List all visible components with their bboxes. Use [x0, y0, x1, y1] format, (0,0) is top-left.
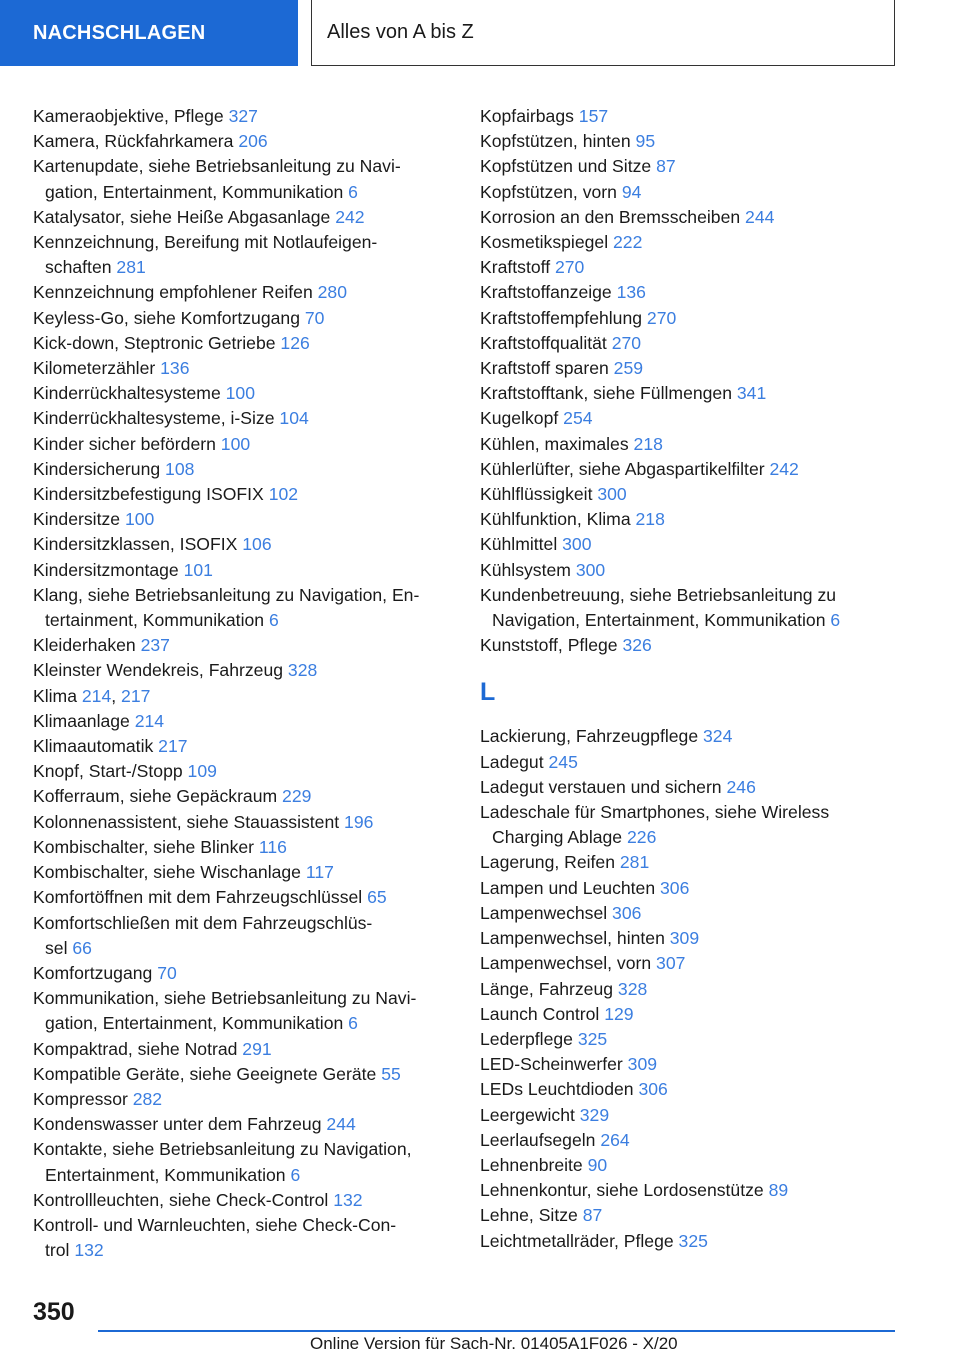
index-entry	[480, 406, 900, 431]
entry-text: Kennzeichnung, Bereifung mit Notlaufeigen-	[33, 232, 378, 253]
index-entry	[480, 306, 900, 331]
page-link[interactable]: 309	[669, 928, 700, 949]
page-link[interactable]: 87	[656, 156, 676, 177]
page-link[interactable]: 281	[619, 852, 650, 873]
index-entry	[33, 885, 453, 910]
page-link[interactable]: 70	[304, 307, 325, 328]
page-link[interactable]: 242	[769, 458, 799, 479]
page-link[interactable]: 326	[622, 635, 652, 656]
index-entry	[33, 709, 453, 734]
entry-text: Kindersitze	[33, 509, 121, 530]
entry-text: Lehnenkontur, siehe Lordosenstütze	[480, 1180, 764, 1201]
index-entry	[480, 255, 900, 280]
page-link[interactable]: 222	[613, 232, 643, 253]
page-link[interactable]: 244	[326, 1114, 356, 1135]
index-entry	[33, 532, 453, 557]
page-link[interactable]: 324	[703, 726, 733, 747]
footer-divider	[98, 1330, 895, 1332]
page-link[interactable]: 246	[726, 776, 756, 797]
entry-text: Kombischalter, siehe Blinker	[33, 836, 255, 857]
entry-text: LEDs Leuchtdioden	[480, 1079, 634, 1100]
page-link[interactable]: 306	[660, 877, 690, 898]
entry-text: Korrosion an den Bremsscheiben	[480, 206, 741, 227]
page-link[interactable]: 106	[242, 534, 272, 555]
index-entry	[33, 835, 453, 860]
index-entry	[480, 876, 900, 901]
entry-text: Entertainment, Kommunikation	[45, 1164, 286, 1185]
index-entry	[480, 850, 900, 875]
index-entry	[33, 1112, 453, 1137]
index-entry	[33, 1188, 453, 1213]
page-link[interactable]: 132	[74, 1240, 104, 1261]
entry-text: Kompressor	[33, 1088, 128, 1109]
index-entry	[33, 104, 453, 129]
entry-text: Kindersitzklassen, ISOFIX	[33, 534, 238, 555]
page-link[interactable]: 100	[124, 509, 155, 530]
page-link[interactable]: 281	[116, 257, 146, 278]
entry-text: Kommunikation, siehe Betriebsanleitung zu Navi-	[33, 988, 417, 1009]
index-entry	[33, 911, 453, 961]
entry-text: Kick-down, Steptronic Getriebe	[33, 332, 276, 353]
entry-text: Klima	[33, 685, 77, 706]
page-link[interactable]: 136	[616, 282, 646, 303]
index-entry	[33, 205, 453, 230]
entry-text: Komfortschließen mit dem Fahrzeugschlüs-	[33, 912, 373, 933]
page-link[interactable]: 6	[348, 181, 358, 202]
index-entry	[480, 1128, 900, 1153]
index-entry	[480, 532, 900, 557]
page-link[interactable]: 108	[165, 458, 195, 479]
entry-text: Kraftstofftank, siehe Füllmengen	[480, 383, 732, 404]
index-entry	[33, 583, 453, 633]
index-column-left	[33, 104, 453, 1263]
index-entry	[480, 558, 900, 583]
index-entry	[33, 154, 453, 204]
entry-text: Kontroll- und Warnleuchten, siehe Check-Con-	[33, 1214, 397, 1235]
entry-text: LED-Scheinwerfer	[480, 1054, 623, 1075]
page-link[interactable]: 217	[158, 736, 188, 757]
index-entry	[33, 734, 453, 759]
entry-text: Kosmetikspiegel	[480, 232, 609, 253]
entry-text: Kugelkopf	[480, 408, 559, 429]
entry-text: Kühlflüssigkeit	[480, 484, 593, 505]
entry-text: Kinderrückhaltesysteme	[33, 383, 221, 404]
index-entry	[33, 759, 453, 784]
index-entry	[480, 180, 900, 205]
entry-text: Katalysator, siehe Heiße Abgasanlage	[33, 206, 331, 227]
index-entry	[33, 381, 453, 406]
page-link[interactable]: 129	[604, 1003, 634, 1024]
entry-text: Lackierung, Fahrzeugpflege	[480, 726, 699, 747]
entry-text: Kinder sicher befördern	[33, 433, 216, 454]
page-link[interactable]: 6	[268, 610, 279, 631]
page-link[interactable]: 245	[548, 751, 578, 772]
page-link[interactable]: 307	[656, 953, 686, 974]
index-entry	[33, 457, 453, 482]
page-link[interactable]: 101	[183, 559, 213, 580]
entry-text: Leerlaufsegeln	[480, 1129, 596, 1150]
entry-text: Kamera, Rückfahrkamera	[33, 131, 234, 152]
page-link[interactable]: 6	[348, 1013, 358, 1034]
page-link[interactable]: 309	[627, 1054, 658, 1075]
entry-text: trol	[45, 1240, 70, 1261]
page-link[interactable]: 306	[612, 902, 642, 923]
index-entry	[480, 1002, 900, 1027]
index-entry	[480, 154, 900, 179]
entry-text: Kleinster Wendekreis, Fahrzeug	[33, 660, 284, 681]
page-link[interactable]: 70	[157, 962, 177, 983]
index-entry	[33, 406, 453, 431]
page-link[interactable]: 206	[238, 131, 268, 152]
entry-text: Charging Ablage	[492, 827, 623, 848]
page-link[interactable]: 264	[600, 1129, 630, 1150]
page-link[interactable]: 259	[613, 358, 644, 379]
entry-text: gation, Entertainment, Kommunikation	[45, 181, 344, 202]
page-link[interactable]: 325	[577, 1028, 608, 1049]
index-entry	[480, 331, 900, 356]
page-link[interactable]: 282	[132, 1088, 163, 1109]
entry-text: Kindersitzmontage	[33, 559, 179, 580]
entry-text: Kontrollleuchten, siehe Check-Control	[33, 1189, 329, 1210]
entry-text: Kraftstoff	[480, 257, 551, 278]
section-letter: L	[480, 678, 496, 707]
index-entry	[480, 1229, 900, 1254]
index-entry	[480, 1153, 900, 1178]
entry-text: Kombischalter, siehe Wischanlage	[33, 862, 301, 883]
footer-note: Online Version für Sach-Nr. 01405A1F026 - X/20	[310, 1334, 678, 1353]
entry-text: sel	[45, 937, 68, 958]
page-link[interactable]: 329	[579, 1104, 610, 1125]
index-entry	[480, 1052, 900, 1077]
entry-text: Kopfairbags	[480, 106, 574, 126]
index-entry	[33, 810, 453, 835]
entry-text: Lampenwechsel, hinten	[480, 928, 665, 949]
page-link[interactable]: 341	[736, 383, 767, 404]
entry-text: gation, Entertainment, Kommunikation	[45, 1013, 344, 1034]
entry-text: Ladegut verstauen und sichern	[480, 776, 722, 797]
page-link[interactable]: 66	[72, 937, 92, 958]
entry-text: Kühlmittel	[480, 534, 558, 555]
page-link[interactable]: 90	[587, 1154, 608, 1175]
entry-text: Kompaktrad, siehe Notrad	[33, 1038, 238, 1059]
index-entry	[480, 977, 900, 1002]
index-entry	[480, 1027, 900, 1052]
index-group-l	[480, 724, 900, 1253]
entry-text: Lagerung, Reifen	[480, 852, 615, 873]
index-entry	[480, 381, 900, 406]
index-entry	[480, 507, 900, 532]
index-entry	[33, 331, 453, 356]
index-entry	[480, 432, 900, 457]
index-entry	[33, 658, 453, 683]
page-link[interactable]: 254	[563, 408, 593, 429]
entry-text: Klang, siehe Betriebsanleitung zu Navigation, En-	[33, 584, 420, 605]
index-entry	[480, 951, 900, 976]
entry-text: schaften	[45, 257, 112, 278]
page-link[interactable]: 196	[344, 811, 374, 832]
index-entry	[480, 800, 900, 850]
index-entry	[480, 750, 900, 775]
page-link[interactable]: 270	[611, 332, 642, 353]
entry-text: Ladegut	[480, 751, 544, 772]
index-column-right	[480, 104, 900, 1254]
entry-text: Kunststoff, Pflege	[480, 635, 618, 656]
entry-text: Leergewicht	[480, 1104, 575, 1125]
entry-text: Kraftstoffanzeige	[480, 282, 612, 303]
index-entry	[480, 1077, 900, 1102]
entry-text: Klimaanlage	[33, 710, 130, 731]
page-link[interactable]: 280	[317, 282, 347, 303]
page-link[interactable]: 218	[633, 433, 663, 454]
page-link[interactable]: 291	[242, 1038, 272, 1059]
entry-text: Kinderrückhaltesysteme, i-Size	[33, 408, 275, 429]
entry-text: Kartenupdate, siehe Betriebsanleitung zu Navi-	[33, 156, 401, 177]
index-entry	[480, 633, 900, 658]
page-link[interactable]: 95	[635, 131, 656, 152]
entry-text: Kraftstoffqualität	[480, 332, 607, 353]
entry-text: Kofferraum, siehe Gepäckraum	[33, 786, 278, 807]
entry-text: Kontakte, siehe Betriebsanleitung zu Navigation,	[33, 1139, 412, 1160]
index-entry	[33, 306, 453, 331]
page-link[interactable]: 100	[225, 383, 255, 404]
page-link[interactable]: 104	[279, 408, 309, 429]
index-entry	[480, 1203, 900, 1228]
index-entry	[480, 457, 900, 482]
page-link[interactable]: 328	[617, 978, 648, 999]
entry-text: Knopf, Start-/Stopp	[33, 761, 183, 782]
page-link[interactable]: 325	[678, 1230, 708, 1251]
entry-text: Kennzeichnung empfohlener Reifen	[33, 282, 313, 303]
page-link[interactable]: 217	[121, 685, 151, 706]
entry-text: Kilometerzähler	[33, 358, 156, 379]
entry-text: Kleiderhaken	[33, 635, 136, 656]
entry-text: tertainment, Kommunikation	[45, 610, 265, 631]
page-link[interactable]: 136	[160, 358, 190, 379]
entry-text: Launch Control	[480, 1003, 600, 1024]
index-entry	[480, 775, 900, 800]
entry-text: Kameraobjektive, Pflege	[33, 106, 224, 126]
page-link[interactable]: 214	[81, 685, 112, 706]
index-entry	[33, 860, 453, 885]
section-tab: NACHSCHLAGEN	[0, 0, 298, 66]
entry-text: Kompatible Geräte, siehe Geeignete Geräte	[33, 1063, 377, 1084]
index-entry	[33, 1137, 453, 1187]
page-link[interactable]: 300	[597, 484, 627, 505]
page-link[interactable]: 328	[287, 660, 318, 681]
index-entry	[480, 482, 900, 507]
entry-text: Komfortzugang	[33, 962, 153, 983]
index-entry: Klima 214, 217	[33, 685, 151, 706]
page-link[interactable]: 218	[635, 509, 665, 530]
index-entry	[33, 784, 453, 809]
entry-text: Kühlerlüfter, siehe Abgaspartikelfilter	[480, 458, 765, 479]
page-link[interactable]: 327	[228, 106, 258, 126]
index-entry	[480, 583, 900, 633]
entry-text: Leichtmetallräder, Pflege	[480, 1230, 674, 1251]
page-link[interactable]: 126	[280, 332, 310, 353]
index-entry	[480, 205, 900, 230]
entry-text: Länge, Fahrzeug	[480, 978, 614, 999]
index-entry	[33, 1213, 453, 1263]
page-link[interactable]: 55	[381, 1063, 401, 1084]
index-entry	[33, 633, 453, 658]
index-entry	[480, 901, 900, 926]
entry-text: Klimaautomatik	[33, 736, 154, 757]
page-link[interactable]: 306	[638, 1079, 668, 1100]
page-title: Alles von A bis Z	[311, 0, 895, 66]
entry-text: Navigation, Entertainment, Kommunikation	[492, 610, 826, 631]
index-entry	[480, 230, 900, 255]
entry-text: Lehne, Sitze	[480, 1205, 578, 1226]
index-group-k	[480, 104, 900, 658]
entry-text: Kühlen, maximales	[480, 433, 629, 454]
index-entry	[33, 507, 453, 532]
entry-text: Kraftstoffempfehlung	[480, 307, 643, 328]
entry-text: Kopfstützen, vorn	[480, 181, 617, 202]
index-entry	[480, 926, 900, 951]
entry-text: Kraftstoff sparen	[480, 358, 609, 379]
entry-text: Kindersitzbefestigung ISOFIX	[33, 484, 264, 505]
entry-text: Kopfstützen und Sitze	[480, 156, 652, 177]
index-entry	[33, 230, 453, 280]
entry-text: Ladeschale für Smartphones, siehe Wireless	[480, 802, 830, 823]
page-link[interactable]: 87	[582, 1205, 603, 1226]
page-link[interactable]: 109	[187, 761, 217, 782]
index-entry	[33, 1087, 453, 1112]
entry-text: Lehnenbreite	[480, 1154, 583, 1175]
page-link[interactable]: 132	[333, 1189, 363, 1210]
index-entry	[480, 1178, 900, 1203]
entry-text: Kühlfunktion, Klima	[480, 509, 631, 530]
index-entry	[480, 356, 900, 381]
index-entry	[33, 356, 453, 381]
index-entry	[480, 280, 900, 305]
index-entry	[33, 432, 453, 457]
index-entry	[33, 280, 453, 305]
entry-text: Kühlsystem	[480, 559, 571, 580]
entry-text: Kindersicherung	[33, 458, 161, 479]
page-link[interactable]: 270	[646, 307, 677, 328]
page-link[interactable]: 94	[621, 181, 642, 202]
index-entry	[33, 986, 453, 1036]
entry-text: Kolonnenassistent, siehe Stauassistent	[33, 811, 340, 832]
index-entry	[33, 129, 453, 154]
page-link[interactable]: 237	[140, 635, 170, 656]
index-entry	[33, 1062, 453, 1087]
index-entry	[33, 558, 453, 583]
index-entry	[33, 482, 453, 507]
page-link[interactable]: 270	[554, 257, 585, 278]
index-entry	[33, 961, 453, 986]
page-link[interactable]: 229	[282, 786, 312, 807]
entry-text: Kopfstützen, hinten	[480, 131, 631, 152]
page-link[interactable]: 214	[134, 710, 165, 731]
page-link[interactable]: 102	[268, 484, 299, 505]
page-link[interactable]: 6	[290, 1164, 301, 1185]
page-link[interactable]: 226	[627, 827, 657, 848]
page-link[interactable]: 244	[745, 206, 775, 227]
index-entry	[480, 104, 900, 129]
index-entry	[480, 1103, 900, 1128]
page-link[interactable]: 117	[305, 862, 334, 883]
index-entry	[480, 724, 900, 749]
entry-text: Keyless-Go, siehe Komfortzugang	[33, 307, 300, 328]
entry-text: Komfortöffnen mit dem Fahrzeugschlüssel	[33, 887, 363, 908]
entry-text: Lederpflege	[480, 1028, 573, 1049]
index-entry	[480, 129, 900, 154]
entry-text: Kundenbetreuung, siehe Betriebsanleitung zu	[480, 584, 837, 605]
page-link[interactable]: 116	[258, 836, 287, 857]
entry-text: Lampen und Leuchten	[480, 877, 656, 898]
page-link[interactable]: 242	[335, 206, 365, 227]
page-link[interactable]: 65	[367, 887, 387, 908]
entry-text: Lampenwechsel	[480, 902, 608, 923]
page-link[interactable]: 300	[562, 534, 592, 555]
page-link[interactable]: 157	[578, 106, 609, 126]
page-link[interactable]: 6	[830, 610, 841, 631]
page-link[interactable]: 300	[575, 559, 606, 580]
page-link[interactable]: 100	[220, 433, 251, 454]
page-number: 350	[33, 1298, 75, 1326]
index-entry	[33, 1037, 453, 1062]
page-link[interactable]: 89	[768, 1180, 789, 1201]
entry-text: Lampenwechsel, vorn	[480, 953, 652, 974]
entry-text: Kondenswasser unter dem Fahrzeug	[33, 1114, 322, 1135]
